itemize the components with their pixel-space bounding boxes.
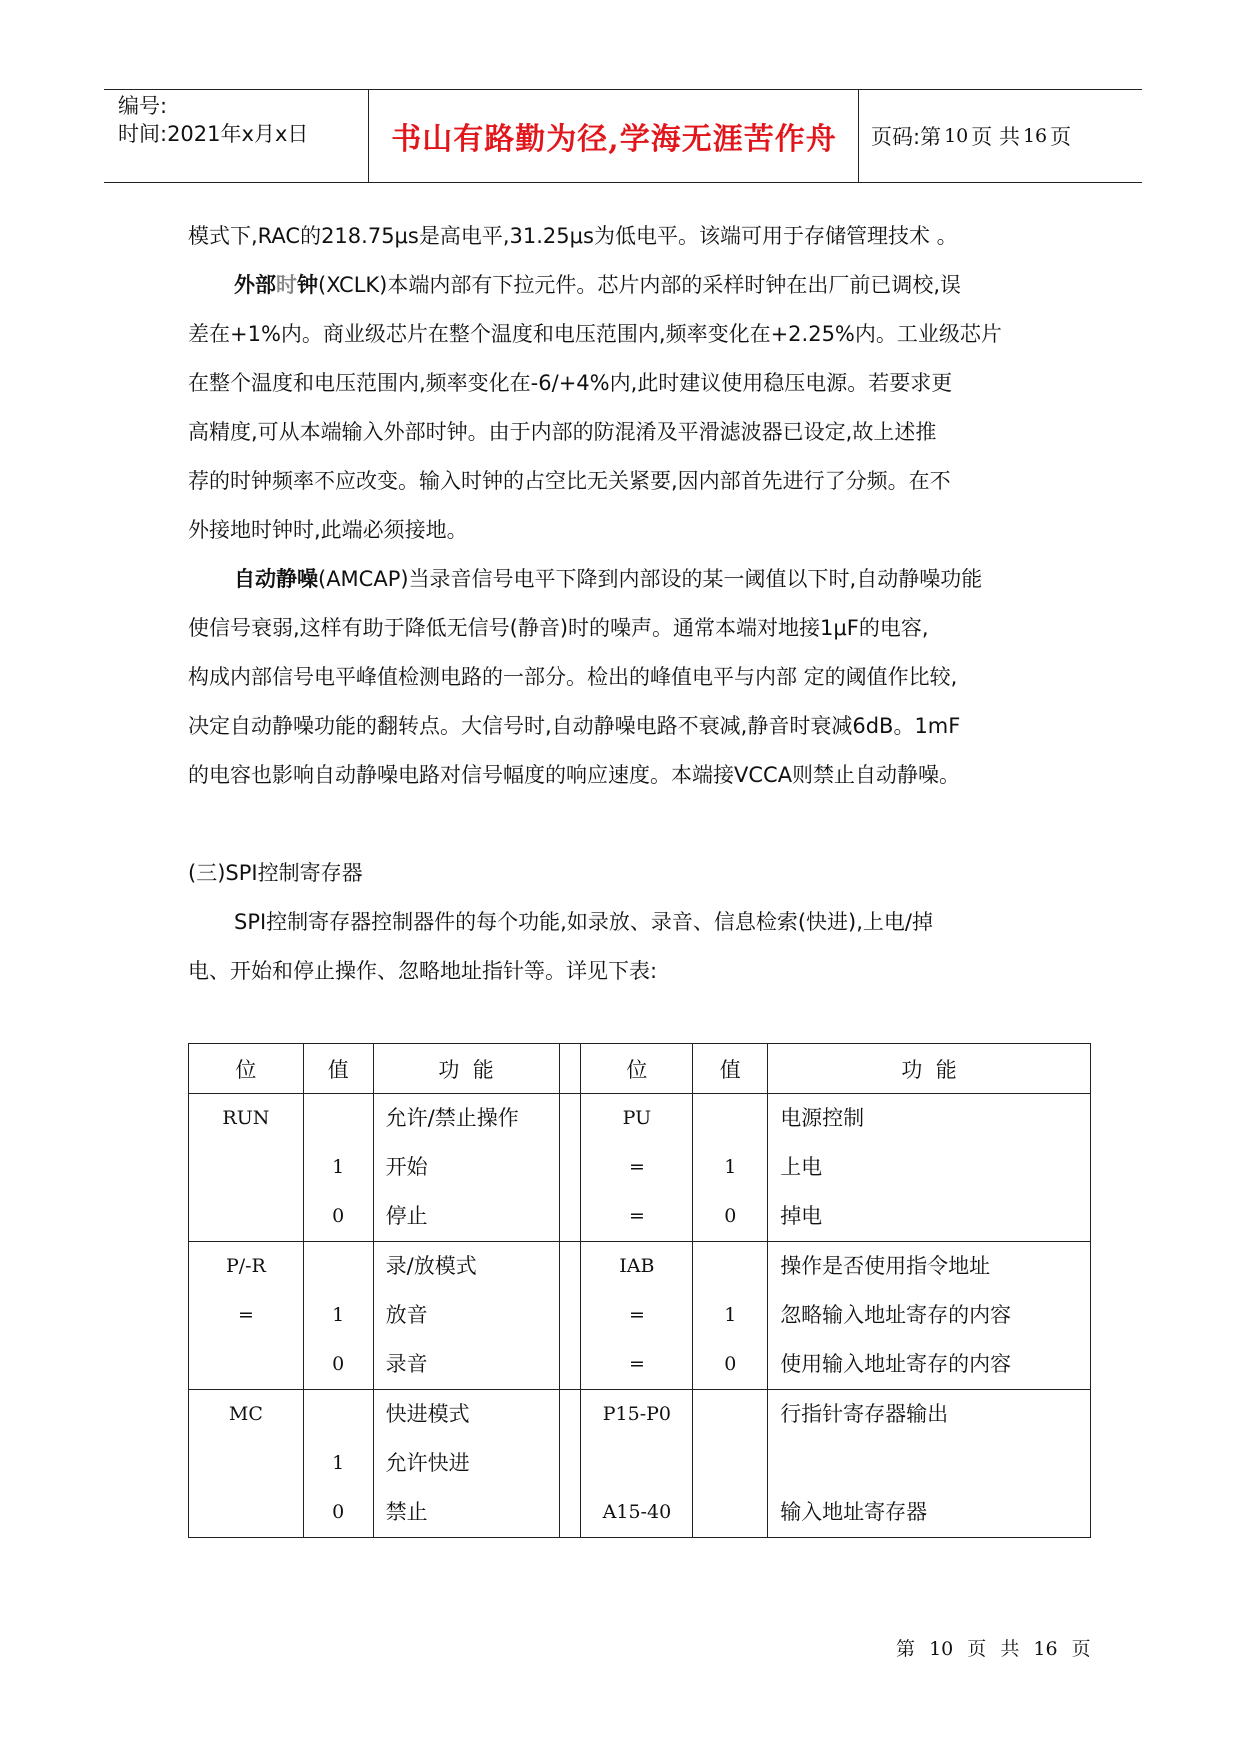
cell-line: 0 [724, 1205, 737, 1227]
cell-line: 输入地址寄存器 [780, 1500, 928, 1524]
cell-line: 上电 [780, 1155, 823, 1179]
cell-line [693, 1488, 767, 1537]
cell-line: = [237, 1304, 254, 1326]
cell-line [581, 1439, 692, 1488]
paragraph-line: 模式下,RAC的218.75μs是高电平,31.25μs为低电平。该端可用于存储管理技术 。 [188, 224, 958, 248]
cell-line: 放音 [385, 1303, 428, 1327]
cell-line [560, 1488, 581, 1537]
header-divider [858, 90, 859, 182]
cell-line: 1 [724, 1156, 737, 1178]
col-spacer [559, 1044, 581, 1094]
cell-line: 0 [332, 1353, 345, 1375]
cell-line [304, 1242, 373, 1291]
cell-line [560, 1439, 581, 1488]
cell-line [560, 1242, 581, 1291]
col-header: 位 [189, 1044, 304, 1094]
cell-line: MC [228, 1403, 263, 1425]
cell-line: 1 [724, 1304, 737, 1326]
bit-cell [189, 1390, 304, 1538]
header-page-prefix: 页码:第 [871, 125, 942, 149]
paragraph-line: 荐的时钟频率不应改变。输入时钟的占空比无关紧要,因内部首先进行了分频。在不 [188, 469, 951, 493]
col-header: 值 [303, 1044, 373, 1094]
header-divider [368, 90, 369, 182]
col-header: 功 能 [768, 1044, 1091, 1094]
cell-line: 1 [332, 1452, 345, 1474]
document-body [188, 212, 1058, 996]
col-header: 值 [693, 1044, 768, 1094]
table-header-row [189, 1044, 1091, 1094]
header-time-label: 时间:2021年x月x日 [118, 122, 309, 146]
header-meta [118, 90, 368, 182]
cell-line [189, 1192, 303, 1241]
value-cell [303, 1242, 373, 1390]
term-xclk-c: 钟 [297, 273, 318, 297]
cell-line: P15-P0 [602, 1403, 672, 1425]
footer-total: 16 [1033, 1638, 1058, 1660]
paragraph-line [188, 261, 1058, 310]
cell-line [189, 1143, 303, 1192]
table-row [189, 1390, 1091, 1538]
function-cell [768, 1094, 1091, 1242]
spi-register-table [188, 1043, 1091, 1538]
paragraph-line: 电、开始和停止操作、忽略地址指针等。详见下表: [188, 959, 658, 983]
header-page-current: 10 [944, 125, 969, 147]
function-cell [373, 1094, 559, 1242]
function-cell [768, 1390, 1091, 1538]
cell-line: 录/放模式 [385, 1254, 477, 1278]
section-title: (三)SPI控制寄存器 [188, 861, 363, 885]
paragraph-line: 外接地时钟时,此端必须接地。 [188, 518, 468, 542]
cell-line: 开始 [385, 1155, 428, 1179]
function-cell [768, 1242, 1091, 1390]
value-cell [303, 1094, 373, 1242]
col-header: 位 [581, 1044, 693, 1094]
paragraph-line: 高精度,可从本端输入外部时钟。由于内部的防混淆及平滑滤波器已设定,故上述推 [188, 420, 937, 444]
cell-line: 忽略输入地址寄存的内容 [780, 1303, 1012, 1327]
cell-line: A15-40 [602, 1501, 672, 1523]
cell-line [693, 1242, 767, 1291]
value-cell [303, 1390, 373, 1538]
cell-line: 允许/禁止操作 [385, 1106, 519, 1130]
cell-line [560, 1192, 581, 1241]
cell-line: P/-R [225, 1255, 266, 1277]
paragraph-line [188, 555, 1058, 604]
function-cell [373, 1390, 559, 1538]
header-page-indicator [871, 90, 1071, 182]
spacer-cell [559, 1242, 581, 1390]
paragraph-line: 的电容也影响自动静噪电路对信号幅度的响应速度。本端接VCCA则禁止自动静噪。 [188, 763, 961, 787]
cell-line: 1 [332, 1156, 345, 1178]
footer-prefix: 第 [896, 1638, 916, 1660]
col-header: 功 能 [373, 1044, 559, 1094]
bit-cell [581, 1094, 693, 1242]
paragraph-line: SPI控制寄存器控制器件的每个功能,如录放、录音、信息检索(快进),上电/掉 [234, 910, 933, 934]
term-xclk-a: 外部 [234, 273, 276, 297]
value-cell [693, 1242, 768, 1390]
cell-line [693, 1439, 767, 1488]
footer-current: 10 [929, 1638, 954, 1660]
header-number-label: 编号: [118, 94, 168, 118]
cell-line: 掉电 [780, 1204, 823, 1228]
cell-line: 0 [724, 1353, 737, 1375]
cell-line: = [628, 1353, 645, 1375]
bit-cell [189, 1242, 304, 1390]
term-xclk-b: 时 [276, 273, 297, 297]
footer-suffix: 页 [1071, 1638, 1091, 1660]
cell-line: = [628, 1304, 645, 1326]
bit-cell [189, 1094, 304, 1242]
header-page-suffix: 页 [1050, 125, 1072, 149]
cell-line: = [628, 1205, 645, 1227]
spacer [188, 800, 1058, 849]
page-header [104, 89, 1142, 183]
cell-line: 停止 [385, 1204, 428, 1228]
cell-line [189, 1488, 303, 1537]
cell-line: 使用输入地址寄存的内容 [780, 1352, 1012, 1376]
xclk-line1-rest: (XCLK)本端内部有下拉元件。芯片内部的采样时钟在出厂前已调校,误 [318, 273, 962, 297]
cell-line [780, 1439, 1090, 1488]
paragraph-line: 决定自动静噪功能的翻转点。大信号时,自动静噪电路不衰减,静音时衰减6dB。1mF [188, 714, 961, 738]
header-page-total: 16 [1022, 125, 1048, 147]
cell-line: 操作是否使用指令地址 [780, 1254, 991, 1278]
value-cell [693, 1390, 768, 1538]
cell-line: 电源控制 [780, 1106, 865, 1130]
cell-line [560, 1094, 581, 1143]
cell-line: = [628, 1156, 645, 1178]
cell-line [189, 1340, 303, 1389]
cell-line: 行指针寄存器输出 [780, 1402, 949, 1426]
page-footer [896, 1634, 1091, 1661]
cell-line: RUN [222, 1107, 270, 1129]
footer-mid: 页 共 [967, 1638, 1020, 1660]
spacer-cell [559, 1094, 581, 1242]
cell-line [304, 1390, 373, 1439]
cell-line [560, 1340, 581, 1389]
cell-line: 0 [332, 1501, 345, 1523]
cell-line: 允许快进 [385, 1451, 470, 1475]
cell-line [693, 1094, 767, 1143]
cell-line [560, 1143, 581, 1192]
cell-line [304, 1094, 373, 1143]
bit-cell [581, 1242, 693, 1390]
paragraph-line: 使信号衰弱,这样有助于降低无信号(静音)时的噪声。通常本端对地接1μF的电容, [188, 616, 929, 640]
value-cell [693, 1094, 768, 1242]
spacer-cell [559, 1390, 581, 1538]
cell-line [189, 1439, 303, 1488]
cell-line [560, 1390, 581, 1439]
header-motto: 书山有路勤为径,学海无涯苦作舟 [391, 122, 837, 157]
bit-cell [581, 1390, 693, 1538]
cell-line: 0 [332, 1205, 345, 1227]
cell-line: 1 [332, 1304, 345, 1326]
table-row [189, 1242, 1091, 1390]
cell-line: PU [622, 1107, 652, 1129]
paragraph-line: 差在+1%内。商业级芯片在整个温度和电压范围内,频率变化在+2.25%内。工业级芯片 [188, 322, 1002, 346]
paragraph-line: 在整个温度和电压范围内,频率变化在-6/+4%内,此时建议使用稳压电源。若要求更 [188, 371, 953, 395]
cell-line: IAB [619, 1255, 655, 1277]
paragraph-line: 构成内部信号电平峰值检测电路的一部分。检出的峰值电平与内部 定的阈值作比较, [188, 665, 958, 689]
function-cell [373, 1242, 559, 1390]
term-amcap: 自动静噪 [234, 567, 318, 591]
cell-line: 录音 [385, 1352, 428, 1376]
amcap-line1-rest: (AMCAP)当录音信号电平下降到内部设的某一阈值以下时,自动静噪功能 [318, 567, 983, 591]
cell-line [560, 1291, 581, 1340]
cell-line: 禁止 [385, 1500, 428, 1524]
cell-line: 快进模式 [385, 1402, 470, 1426]
cell-line [693, 1390, 767, 1439]
table-row [189, 1094, 1091, 1242]
header-page-mid: 页 共 [971, 125, 1020, 149]
